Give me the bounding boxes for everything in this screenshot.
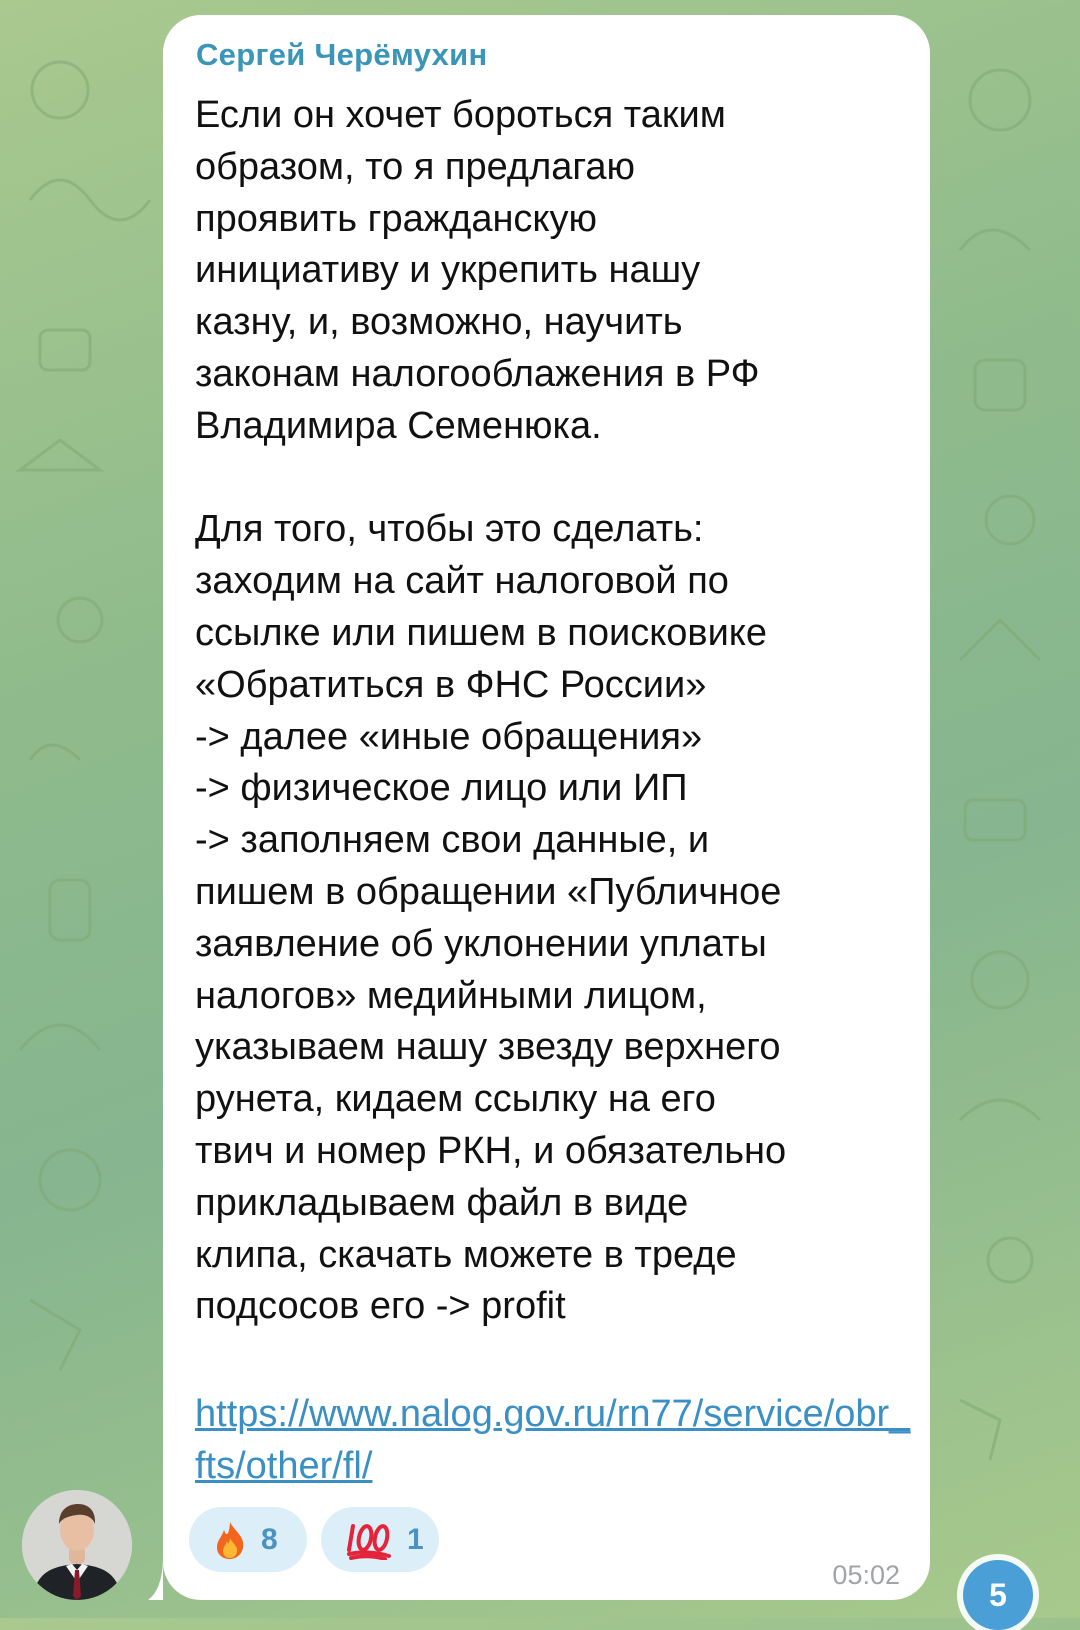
reaction-count: 1 (407, 1522, 424, 1556)
reaction-fire[interactable] (189, 1507, 307, 1572)
message-bubble[interactable] (163, 15, 930, 1600)
sender-name[interactable]: Сергей Черёмухин (196, 37, 488, 72)
hundred-points-icon (345, 1520, 393, 1560)
unread-count-badge[interactable]: 5 (963, 1560, 1033, 1630)
reactions-row (189, 1507, 439, 1572)
avatar[interactable] (22, 1490, 132, 1600)
message-time: 05:02 (832, 1560, 900, 1590)
reaction-hundred[interactable] (321, 1507, 439, 1572)
message-text: Если он хочет бороться таким образом, то я предлагаю проявить гражданскую инициативу и укрепить нашу казну, и, возможно, научить законам налогооблажения в РФ Владимира Семенюка. Для того, чтобы это сделать: заходим на сайт налоговой по ссылке или пишем в поисковике «Обратиться в ФНС России» -> далее «иные обращения» -> физическое лицо или ИП -> заполняем свои данные, и пишем в обращении «Публичное заявление об уклонении уплаты налогов» медийными лицом, указываем нашу звезду верхнего рунета, кидаем ссылку на его твич и номер РКН, и обязательно прикладываем файл в виде клипа, скачать можете в треде подсосов его -> profit (195, 94, 787, 1328)
message-link[interactable]: https://www.nalog.gov.ru/rn77/service/obr_fts/other/fl/ (195, 1393, 911, 1487)
fire-icon (213, 1520, 247, 1560)
reaction-count: 8 (261, 1522, 278, 1556)
